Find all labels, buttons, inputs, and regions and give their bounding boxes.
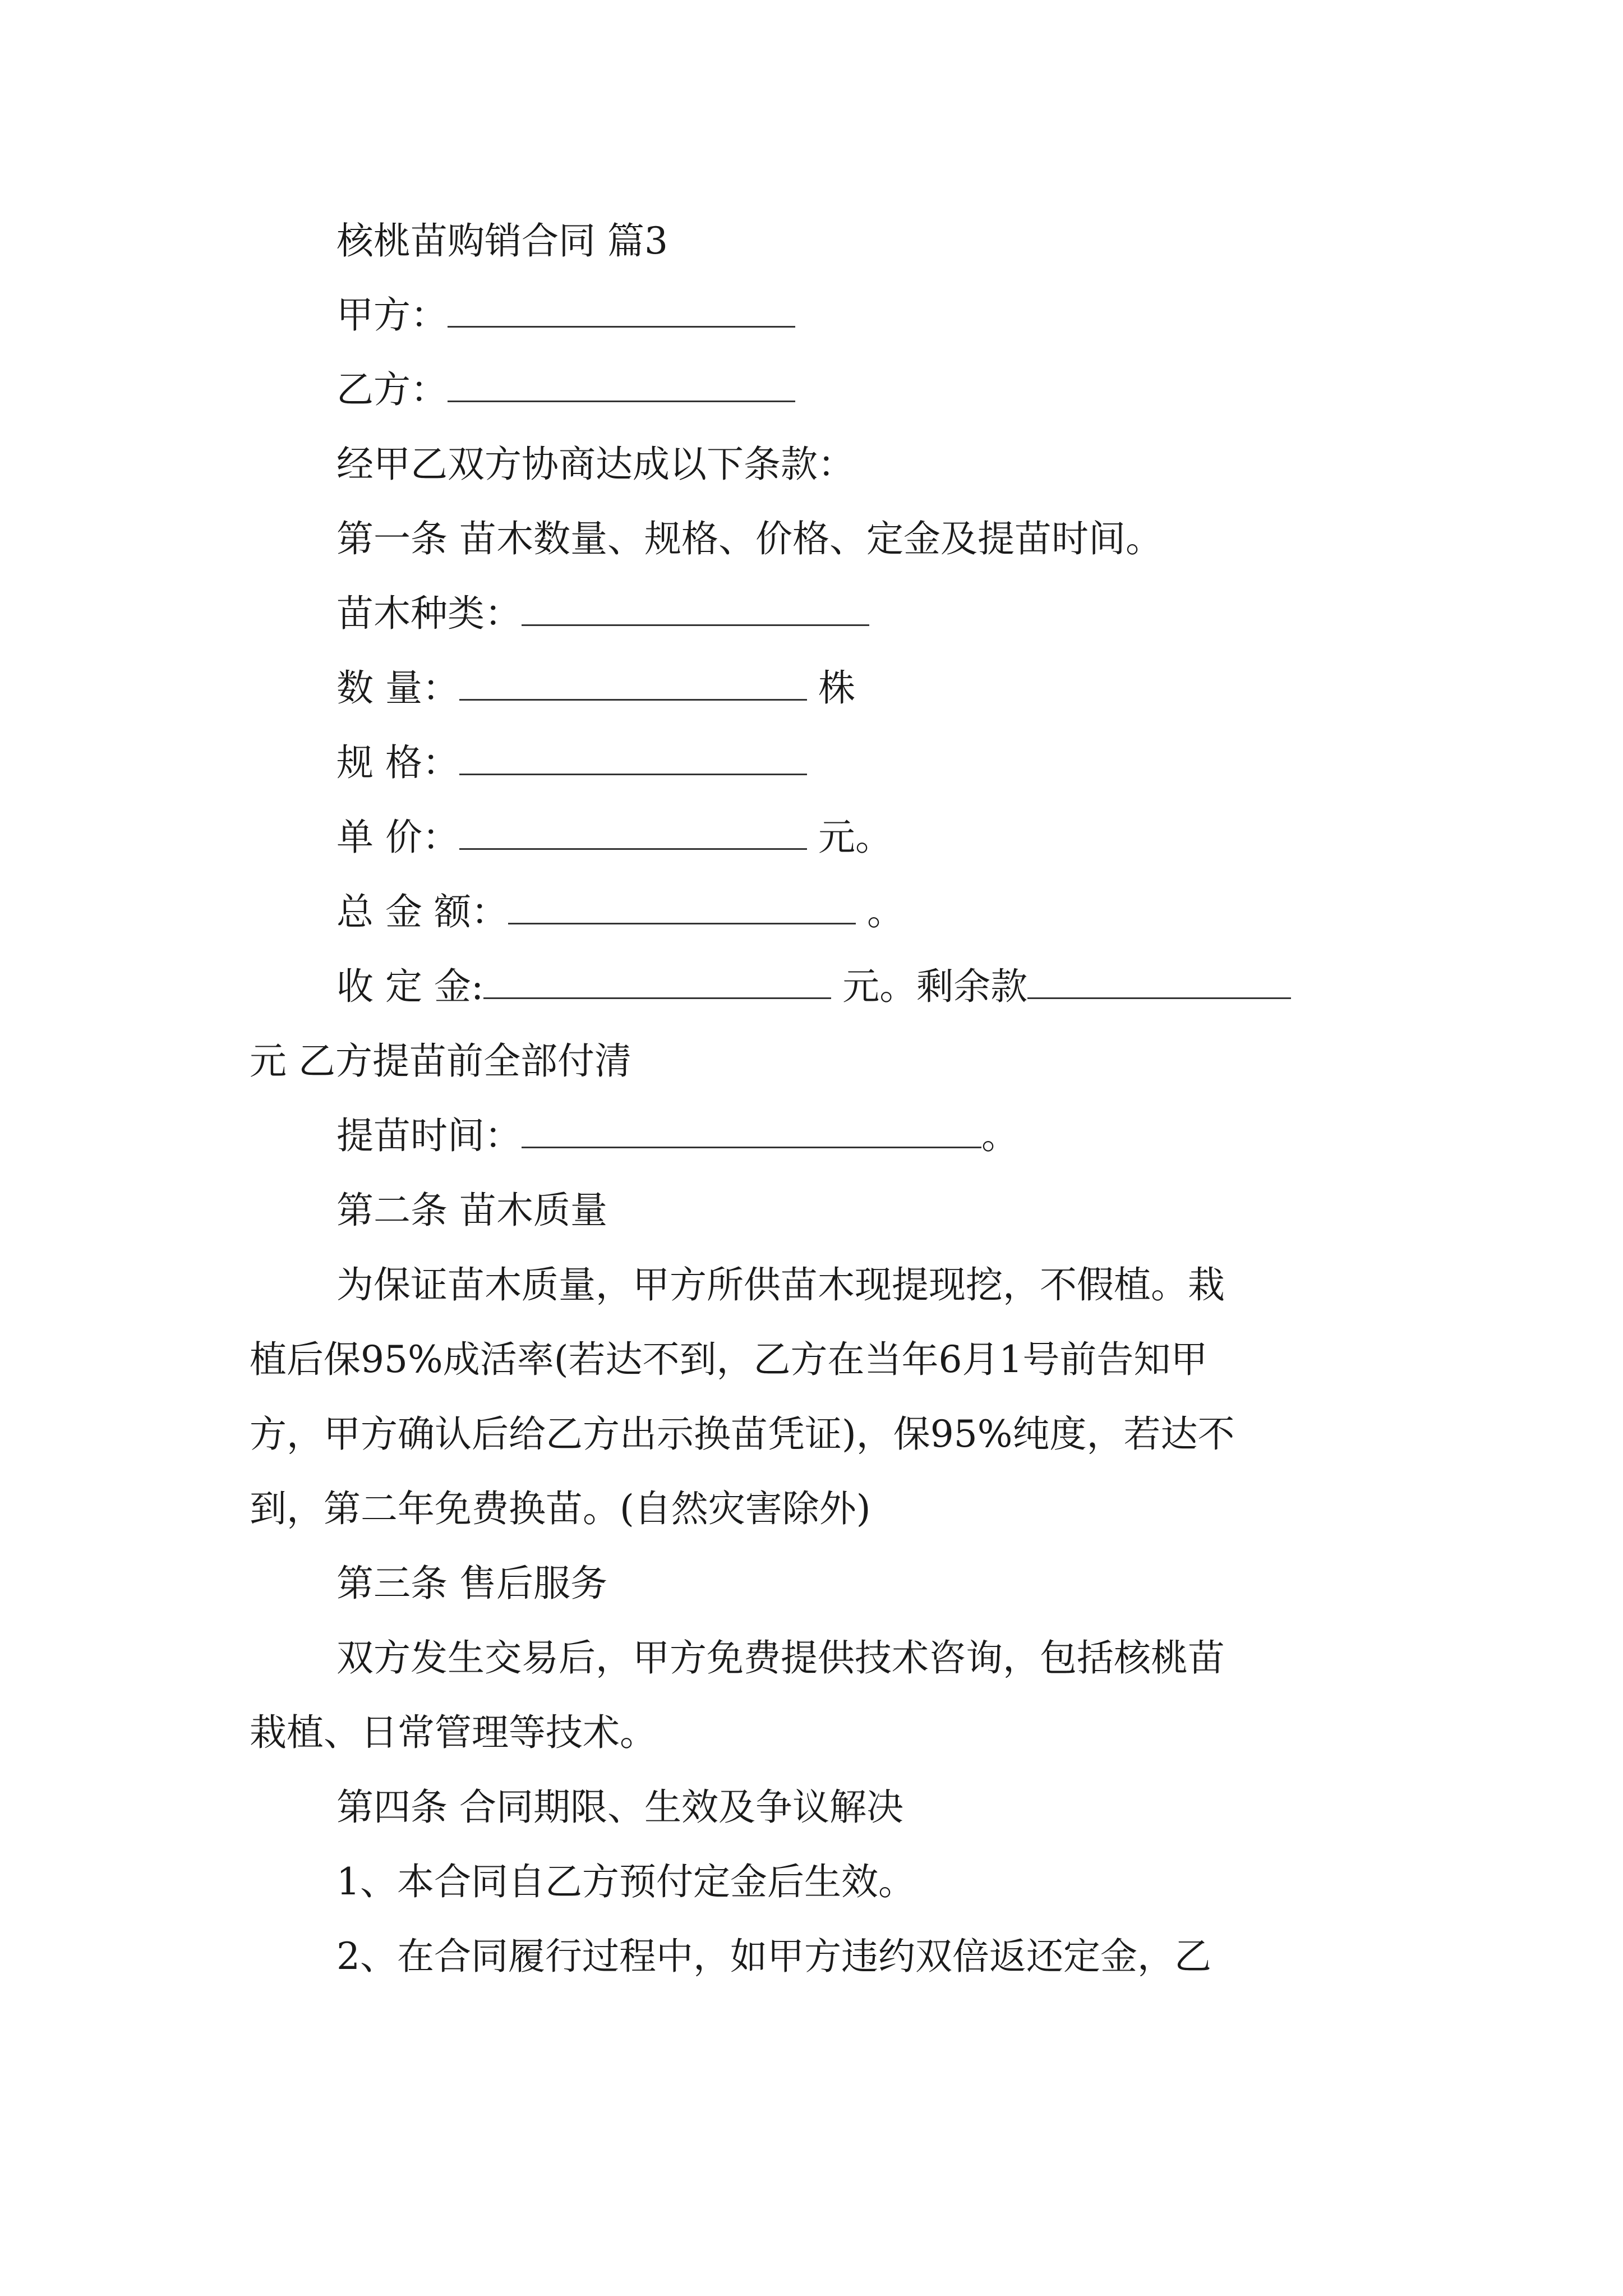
- pickup-row: [250, 1114, 1388, 1158]
- total-blank: [508, 891, 856, 924]
- article4-item-1: 1、本合同自乙方预付定金后生效。: [336, 1860, 915, 1903]
- pickup-blank: [522, 1115, 981, 1148]
- party-a-blank: [448, 295, 795, 328]
- spec-row: [250, 740, 1388, 785]
- species-blank: [522, 593, 869, 626]
- deposit-unit: 元。剩余款: [842, 965, 1028, 1008]
- article2-line-2: 植后保95%成活率(若达不到，乙方在当年6月1号前告知甲: [250, 1338, 1208, 1381]
- quantity-label: 数 量：: [336, 666, 459, 710]
- intro-text: 经甲乙双方协商达成以下条款：: [336, 443, 855, 486]
- spec-label: 规 格：: [336, 741, 459, 784]
- total-end: 。: [866, 890, 904, 933]
- article3-title: 第三条 售后服务: [336, 1562, 607, 1605]
- price-label: 单 价：: [336, 816, 459, 859]
- article3-line-1: 双方发生交易后，甲方免费提供技术咨询，包括核桃苗: [336, 1636, 1225, 1680]
- total-label: 总 金 额：: [336, 890, 508, 933]
- article4-item-2: 2、在合同履行过程中，如甲方违约双倍返还定金，乙: [336, 1935, 1211, 1978]
- article2-line-3: 方，甲方确认后给乙方出示换苗凭证)，保95%纯度，若达不: [250, 1412, 1235, 1456]
- price-unit: 元。: [818, 816, 892, 859]
- party-b-row: [250, 367, 1388, 412]
- quantity-blank: [459, 668, 807, 701]
- document-title: 核桃苗购销合同 篇3: [336, 219, 668, 263]
- party-b-label: 乙方：: [336, 368, 448, 411]
- article3-line-2: 栽植、日常管理等技术。: [250, 1711, 657, 1754]
- price-row: [250, 815, 1388, 860]
- party-a-row: [250, 293, 1388, 338]
- remaining-blank: [1027, 966, 1291, 999]
- deposit-blank: [483, 966, 831, 999]
- species-row: [250, 591, 1388, 636]
- article4-title: 第四条 合同期限、生效及争议解决: [336, 1786, 903, 1829]
- deposit-row: [250, 964, 1388, 1009]
- party-b-blank: [448, 369, 795, 402]
- quantity-unit: 株: [818, 666, 855, 710]
- species-label: 苗木种类：: [336, 592, 522, 635]
- pickup-end: 。: [981, 1114, 1018, 1157]
- spec-blank: [459, 742, 807, 775]
- deposit-label: 收 定 金:: [336, 965, 484, 1008]
- party-a-label: 甲方：: [336, 293, 448, 337]
- total-row: [250, 890, 1388, 935]
- article2-title: 第二条 苗木质量: [336, 1189, 607, 1232]
- article2-line-4: 到，第二年免费换苗。(自然灾害除外): [250, 1487, 871, 1530]
- article2-line-1: 为保证苗木质量，甲方所供苗木现提现挖，不假植。栽: [336, 1263, 1225, 1306]
- remaining-tail: 元 乙方提苗前全部付清: [250, 1039, 631, 1083]
- price-blank: [459, 817, 807, 850]
- quantity-row: [250, 666, 1388, 711]
- pickup-label: 提苗时间：: [336, 1114, 522, 1157]
- article1-title: 第一条 苗木数量、规格、价格、定金及提苗时间。: [336, 517, 1163, 560]
